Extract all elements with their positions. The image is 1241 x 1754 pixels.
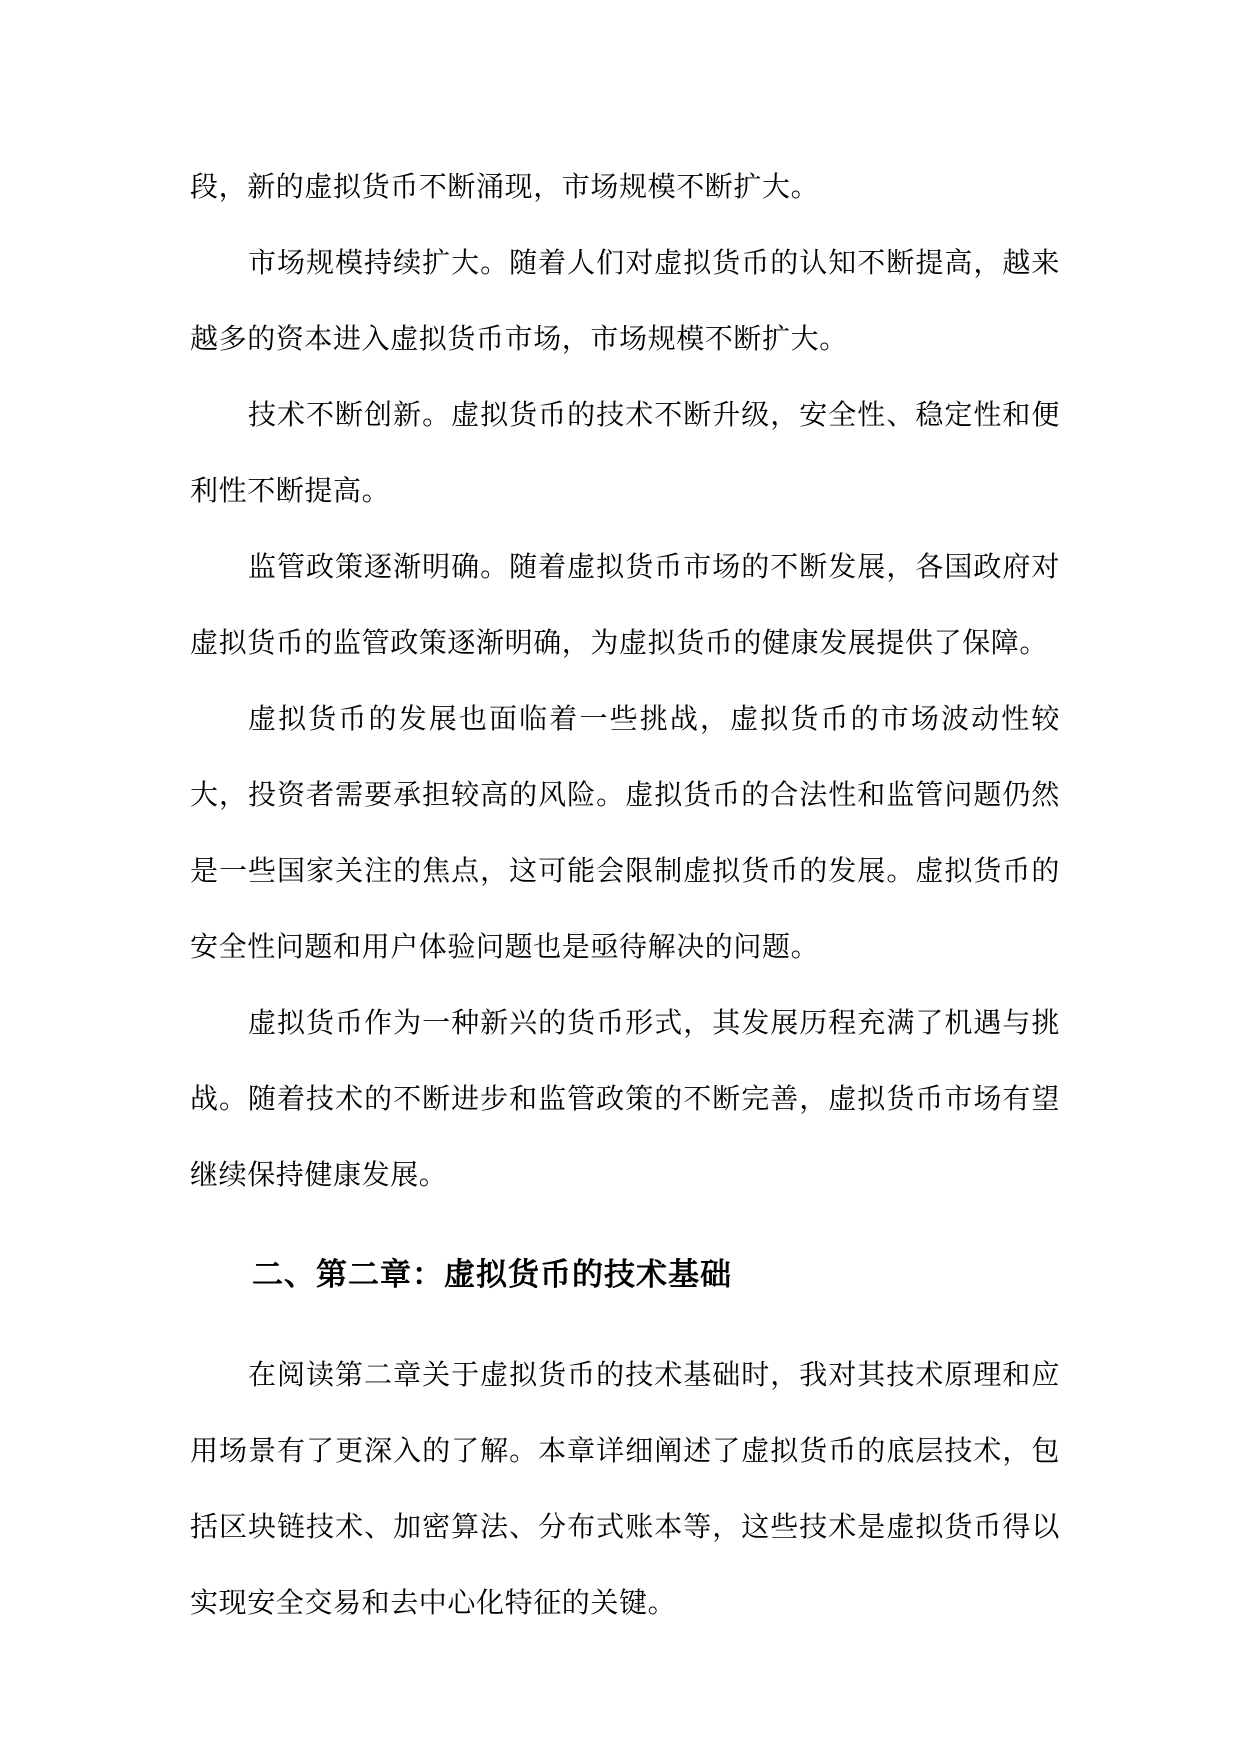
paragraph-continuation: 段，新的虚拟货币不断涌现，市场规模不断扩大。 xyxy=(190,170,820,203)
chapter-heading: 二、第二章：虚拟货币的技术基础 xyxy=(252,1257,732,1293)
paragraph-tech-innovation: 技术不断创新。虚拟货币的技术不断升级，安全性、稳定性和便利性不断提高。 xyxy=(190,398,1060,507)
paragraph-regulation: 监管政策逐渐明确。随着虚拟货币市场的不断发展，各国政府对虚拟货币的监管政策逐渐明确，为虚拟货币的健康发展提供了保障。 xyxy=(190,550,1060,659)
paragraph-chapter-two-intro: 在阅读第二章关于虚拟货币的技术基础时，我对其技术原理和应用场景有了更深入的了解。本章详细阐述了虚拟货币的底层技术，包括区块链技术、加密算法、分布式账本等，这些技术是虚拟货币得以实现安全交易和去中心化特征的关键。 xyxy=(190,1358,1060,1619)
paragraph-challenges: 虚拟货币的发展也面临着一些挑战，虚拟货币的市场波动性较大，投资者需要承担较高的风险。虚拟货币的合法性和监管问题仍然是一些国家关注的焦点，这可能会限制虚拟货币的发展。虚拟货币的安全性问题和用户体验问题也是亟待解决的问题。 xyxy=(190,702,1060,963)
paragraph-market-scale: 市场规模持续扩大。随着人们对虚拟货币的认知不断提高，越来越多的资本进入虚拟货币市场，市场规模不断扩大。 xyxy=(190,246,1060,355)
document-body xyxy=(190,149,1060,1641)
paragraph-outlook: 虚拟货币作为一种新兴的货币形式，其发展历程充满了机遇与挑战。随着技术的不断进步和监管政策的不断完善，虚拟货币市场有望继续保持健康发展。 xyxy=(190,1006,1060,1191)
